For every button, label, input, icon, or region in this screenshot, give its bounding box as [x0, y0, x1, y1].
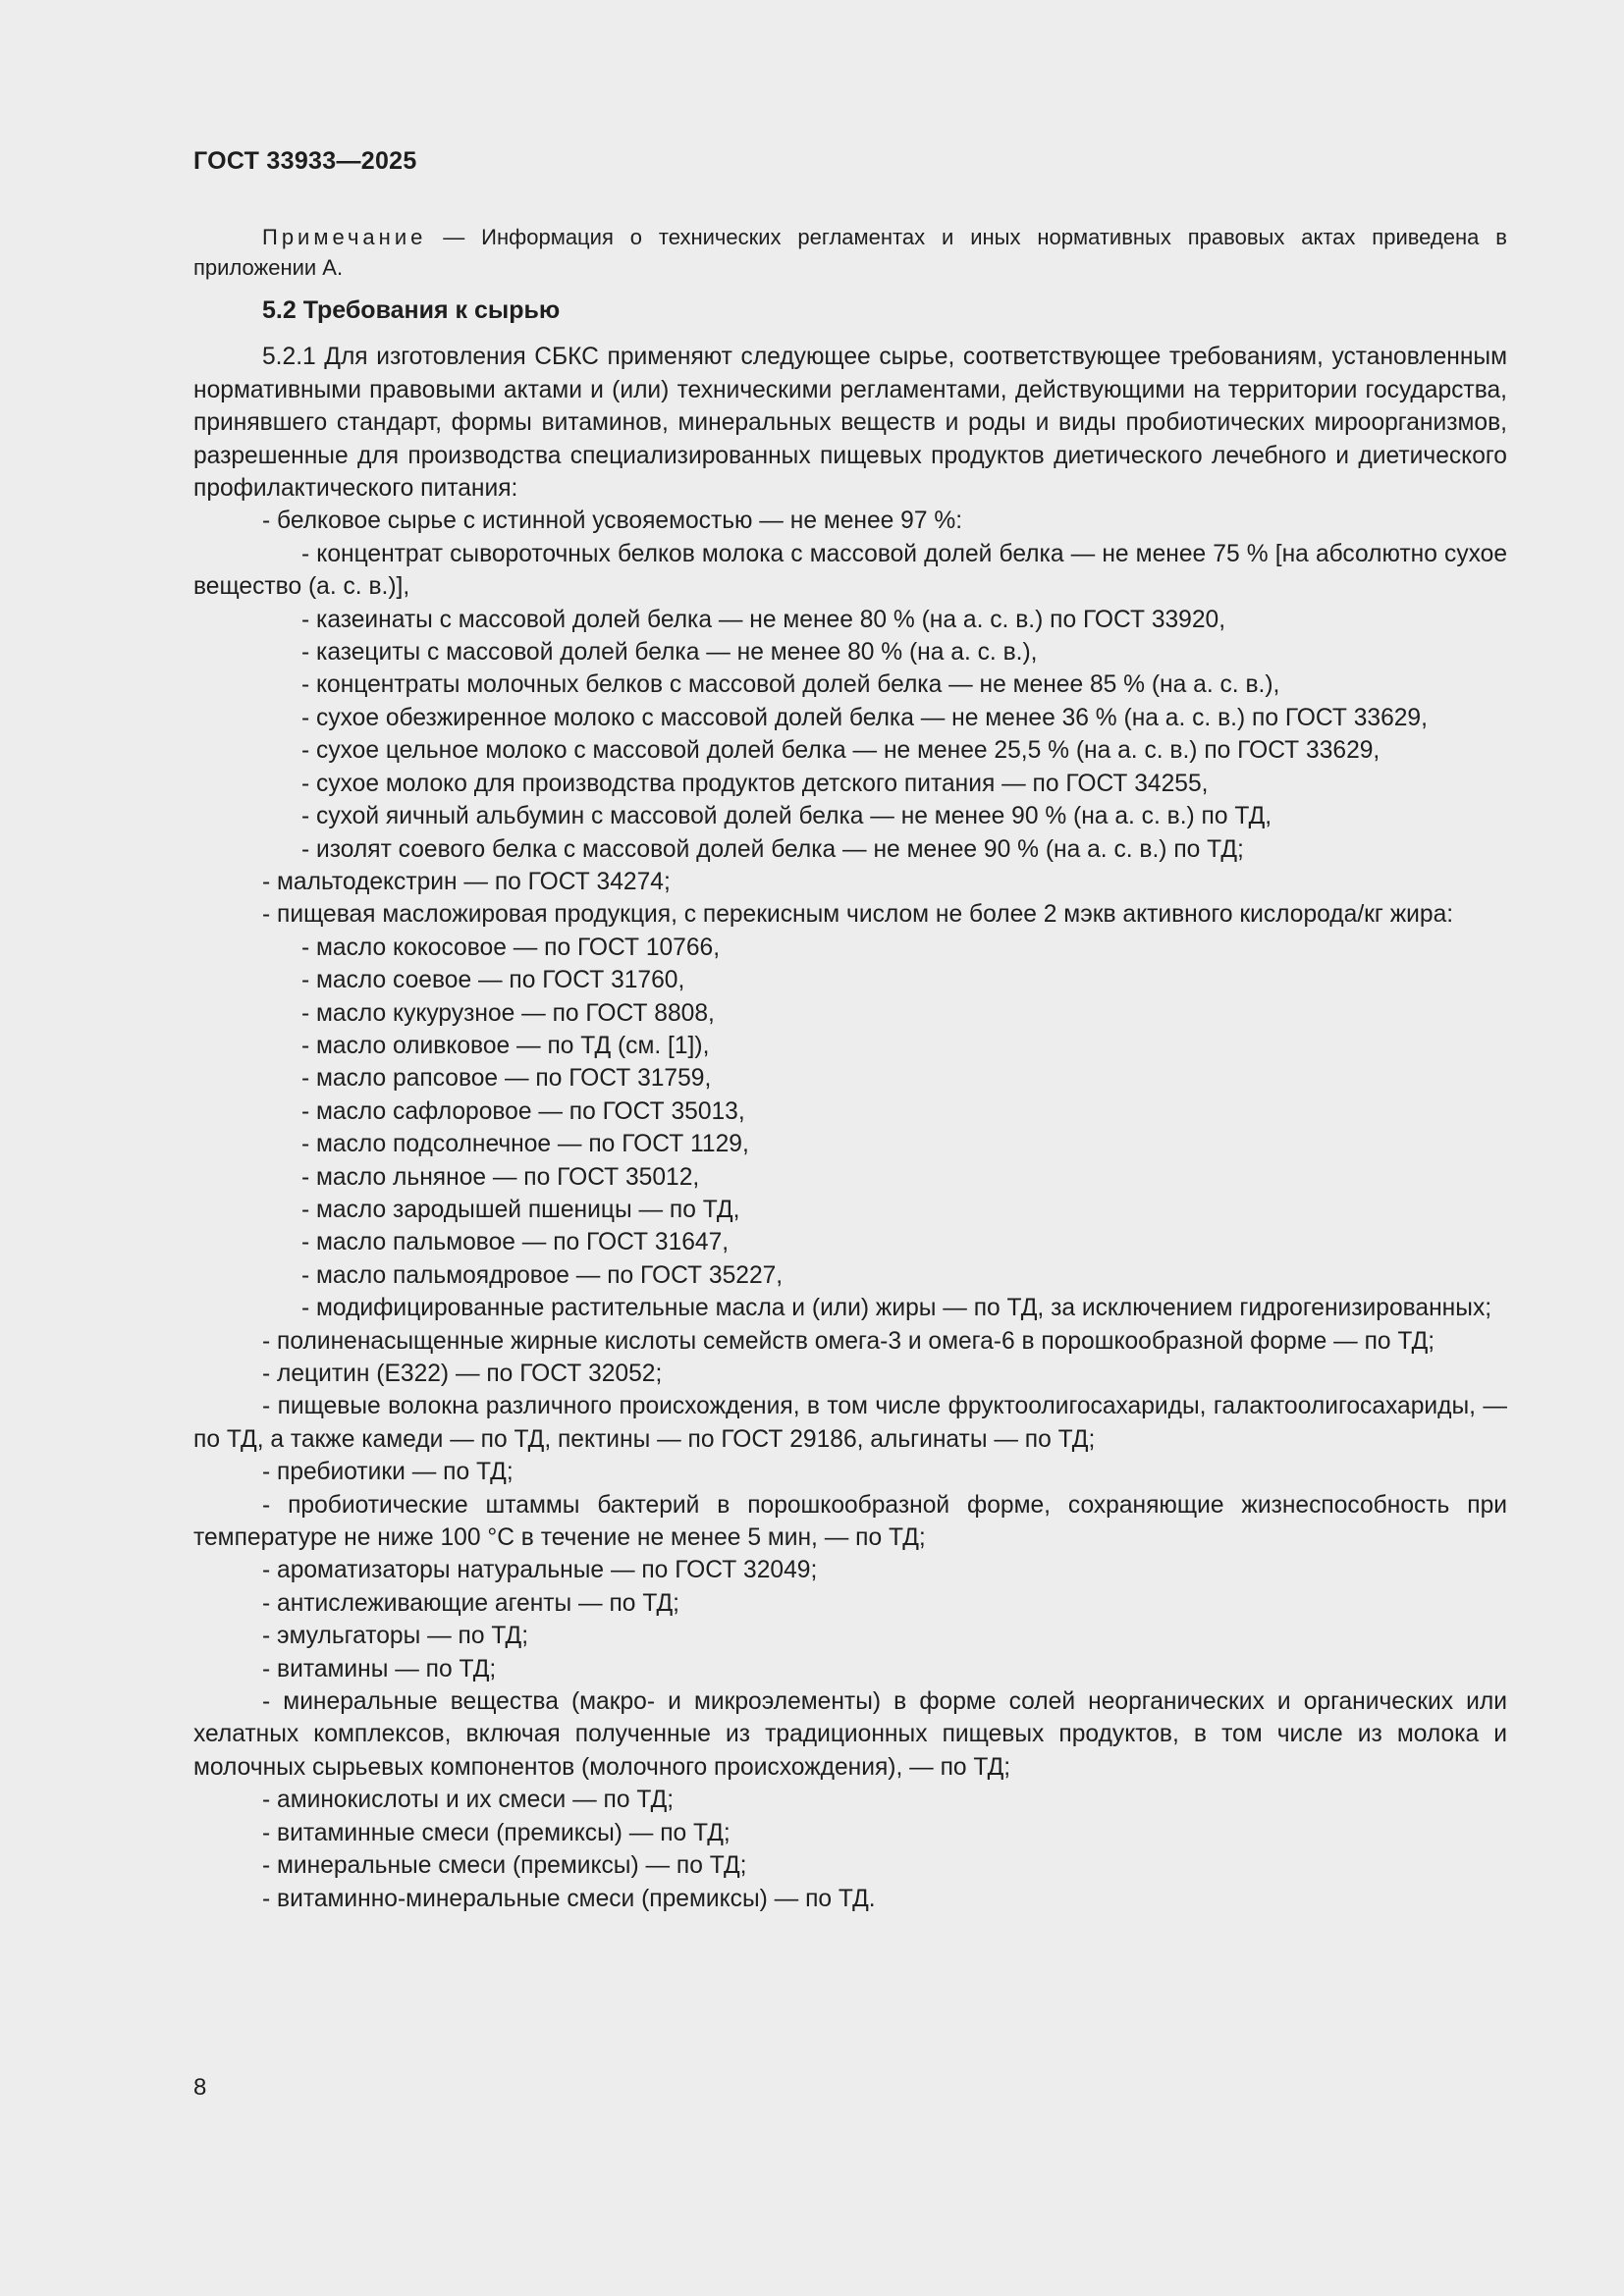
list-item: - изолят соевого белка с массовой долей белка — не менее 90 % (на а. с. в.) по ТД; [301, 835, 1244, 863]
list-item: - масло соевое — по ГОСТ 31760, [301, 967, 685, 994]
list-item: - полиненасыщенные жирные кислоты семейств омега-3 и омега-6 в порошкообразной форме — по ТД; [262, 1327, 1435, 1355]
section-title: 5.2 Требования к сырью [262, 296, 561, 324]
list-item: - пребиотики — по ТД; [262, 1459, 514, 1486]
list-item: - белковое сырье с истинной усвояемостью — не менее 97 %: [262, 507, 963, 535]
list-item: - мальтодекстрин — по ГОСТ 34274; [262, 868, 671, 895]
list-item: - модифицированные растительные масла и (или) жиры — по ТД, за исключением гидрогенизированных; [301, 1295, 1492, 1322]
list-item: - масло кокосовое — по ГОСТ 10766, [301, 934, 721, 961]
list-item: - казециты с массовой долей белка — не менее 80 % (на а. с. в.), [301, 639, 1038, 667]
raw-material-list [193, 505, 1507, 1914]
page-number: 8 [193, 2074, 207, 2101]
note-text: — Информация о технических регламентах и иных нормативных правовых актах приведена в приложении А. [193, 225, 1507, 280]
list-item: - сухое молоко для производства продуктов детского питания — по ГОСТ 34255, [301, 770, 1209, 797]
note-paragraph [193, 222, 1507, 283]
document-header: ГОСТ 33933—2025 [193, 147, 417, 175]
list-item: - казеинаты с массовой долей белка — не менее 80 % (на а. с. в.) по ГОСТ 33920, [301, 606, 1226, 633]
list-item: - сухое обезжиренное молоко с массовой долей белка — не менее 36 % (на а. с. в.) по ГОСТ 33629, [301, 704, 1428, 731]
list-item: - минеральные вещества (макро- и микроэлементы) в форме солей неорганических и органических или хелатных комплексов, включая полученные из традиционных пищевых продуктов, в том числе из молока и молочных сырьевых компонентов (молочного происхождения), — по ТД; [193, 1688, 1507, 1781]
list-item: - масло льняное — по ГОСТ 35012, [301, 1163, 700, 1191]
page-content [193, 222, 1507, 1915]
list-item: - масло пальмоядровое — по ГОСТ 35227, [301, 1261, 784, 1289]
list-item: - масло пальмовое — по ГОСТ 31647, [301, 1229, 730, 1256]
list-item: - витамины — по ТД; [262, 1655, 497, 1682]
list-item: - витаминные смеси (премиксы) — по ТД; [262, 1819, 731, 1846]
list-item: - масло сафлоровое — по ГОСТ 35013, [301, 1097, 745, 1125]
list-item: - эмульгаторы — по ТД; [262, 1623, 529, 1650]
list-item: - масло подсолнечное — по ГОСТ 1129, [301, 1131, 749, 1158]
list-item: - масло рапсовое — по ГОСТ 31759, [301, 1065, 712, 1093]
list-item: - сухое цельное молоко с массовой долей белка — не менее 25,5 % (на а. с. в.) по ГОСТ 33629, [301, 737, 1380, 765]
list-item: - антислеживающие агенты — по ТД; [262, 1589, 680, 1617]
note-label: Примечание [262, 225, 427, 249]
list-item: - аминокислоты и их смеси — по ТД; [262, 1787, 675, 1814]
list-item: - масло оливковое — по ТД (см. [1]), [301, 1032, 710, 1059]
list-item: - концентраты молочных белков с массовой долей белка — не менее 85 % (на а. с. в.), [301, 671, 1280, 699]
list-item: - ароматизаторы натуральные — по ГОСТ 32049; [262, 1557, 818, 1584]
list-item: - пробиотические штаммы бактерий в порошкообразной форме, сохраняющие жизнеспособность при температуре не ниже 100 °С в течение не менее 5 мин, — по ТД; [193, 1491, 1507, 1552]
list-item: - концентрат сывороточных белков молока с массовой долей белка — не менее 75 % [на абсолютно сухое вещество (а. с. в.)], [193, 540, 1507, 601]
list-item: - витаминно-минеральные смеси (премиксы) — по ТД. [262, 1885, 876, 1912]
list-item: - сухой яичный альбумин с массовой долей белка — не менее 90 % (на а. с. в.) по ТД, [301, 803, 1272, 830]
list-item: - минеральные смеси (премиксы) — по ТД; [262, 1852, 747, 1880]
list-item: - лецитин (Е322) — по ГОСТ 32052; [262, 1361, 663, 1387]
list-item: - масло кукурузное — по ГОСТ 8808, [301, 999, 715, 1027]
list-item: - пищевая масложировая продукция, с перекисным числом не более 2 мэкв активного кислорода/кг жира: [262, 901, 1454, 929]
list-item: - масло зародышей пшеницы — по ТД, [301, 1196, 740, 1223]
intro-paragraph: 5.2.1 Для изготовления СБКС применяют следующее сырье, соответствующее требованиям, установленным нормативными правовыми актами и (или) техническими регламентами, действующими на территории государства, принявшего стандарт, формы витаминов, минеральных веществ и роды и виды пробиотических мироорганизмов, разрешенные для производства специализированных пищевых продуктов диетического лечебного и диетического профилактического питания: [193, 344, 1507, 503]
list-item: - пищевые волокна различного происхождения, в том числе фруктоолигосахариды, галактоолигосахариды, — по ТД, а также камеди — по ТД, пектины — по ГОСТ 29186, альгинаты — по ТД; [193, 1393, 1507, 1453]
